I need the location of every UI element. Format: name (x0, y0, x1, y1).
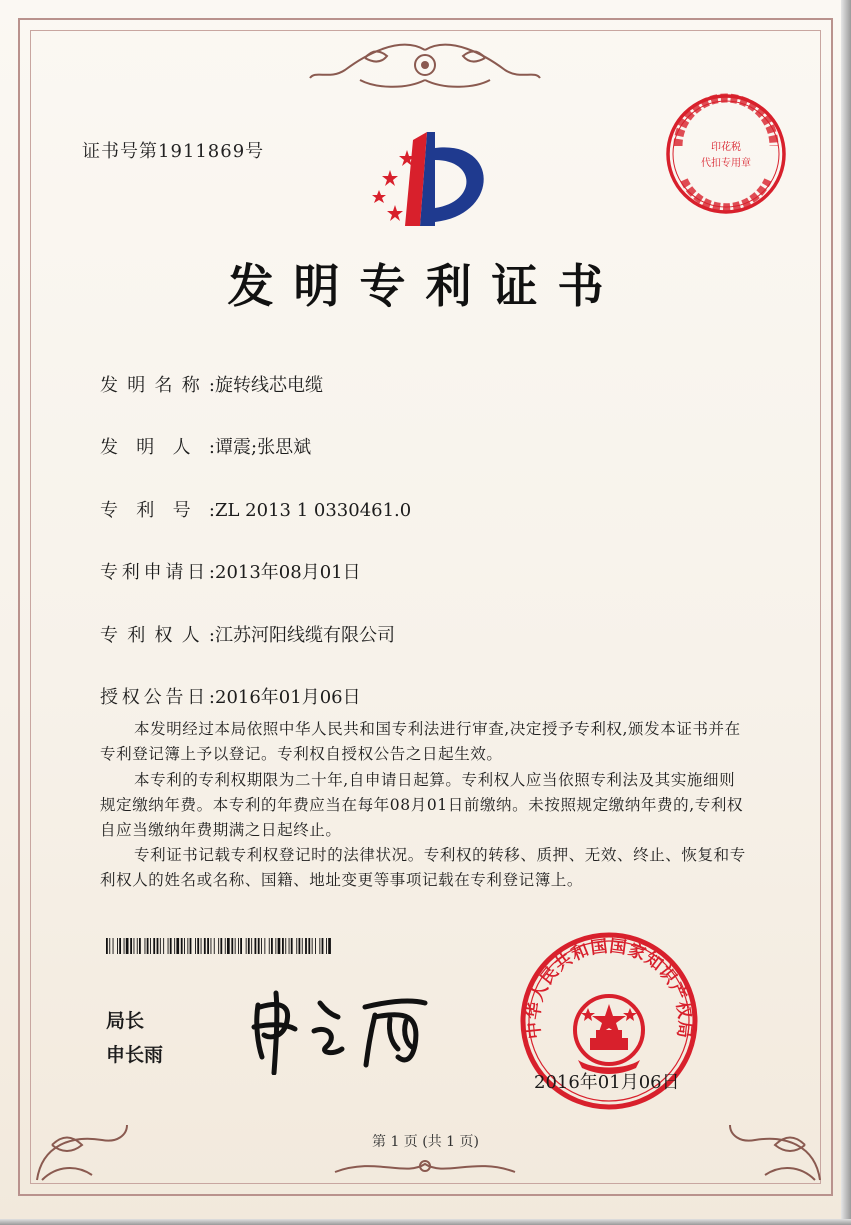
stamp-duty-seal (664, 92, 788, 216)
patent-office-logo (365, 130, 500, 230)
barcode (106, 938, 332, 954)
scan-edge-shadow (841, 0, 851, 1225)
director-name: 申长雨 (106, 1044, 164, 1066)
scan-bottom-shadow (0, 1219, 851, 1225)
director-signature (240, 985, 440, 1075)
field-grant-date (100, 683, 361, 709)
paragraph-text: 专利证书记载专利权登记时的法律状况。专利权的转移、质押、无效、终止、恢复和专利权人的姓名或名称、国籍、地址变更等事项记载在专利登记簿上。 (100, 846, 746, 889)
field-label: 授权公告日: (100, 687, 215, 708)
page-number: 第 1 页 (共 1 页) (372, 1134, 479, 1150)
certificate-number: 证书号第1911869号 (82, 141, 265, 162)
bottom-center-ornament (325, 1152, 525, 1182)
document-title: 发明专利证书 (227, 259, 624, 313)
field-label: 发明人: (100, 437, 215, 458)
field-inventors (100, 433, 311, 459)
field-patentee (100, 621, 395, 647)
field-patent-number (100, 496, 411, 522)
field-value: 旋转线芯电缆 (215, 375, 323, 396)
field-label: 专利权人: (100, 625, 215, 646)
paragraph-grant (100, 717, 748, 767)
director-title: 局长 (106, 1010, 145, 1032)
field-value: 2016年01月06日 (215, 687, 361, 708)
field-invention-name (100, 371, 323, 397)
svg-text:代扣专用章: 代扣专用章 (701, 158, 751, 169)
field-value: 谭震;张思斌 (215, 437, 312, 458)
field-value: 江苏河阳线缆有限公司 (215, 625, 395, 646)
svg-text:中华人民共和国国家知识产权局: 中华人民共和国国家知识产权局 (523, 936, 695, 1040)
field-label: 发明名称: (100, 375, 215, 396)
top-ornament (305, 40, 545, 95)
field-application-date (100, 558, 361, 584)
field-label: 专利号: (100, 500, 215, 521)
paragraph-term (100, 768, 748, 843)
paragraph-text: 本发明经过本局依照中华人民共和国专利法进行审查,决定授予专利权,颁发本证书并在专利登记簿上予以登记。专利权自授权公告之日起生效。 (100, 720, 741, 763)
seal-date: 2016年01月06日 (534, 1072, 680, 1093)
field-value: ZL 2013 1 0330461.0 (215, 500, 412, 521)
field-label: 专利申请日: (100, 562, 215, 583)
svg-text:印花税: 印花税 (711, 142, 741, 153)
paragraph-legal-status (100, 843, 748, 893)
paragraph-text: 本专利的专利权期限为二十年,自申请日起算。专利权人应当依照专利法及其实施细则规定缴纳年费。本专利的年费应当在每年08月01日前缴纳。未按照规定缴纳年费的,专利权自应当缴纳年费期满之日起终止。 (100, 771, 744, 839)
field-value: 2013年08月01日 (215, 562, 361, 583)
